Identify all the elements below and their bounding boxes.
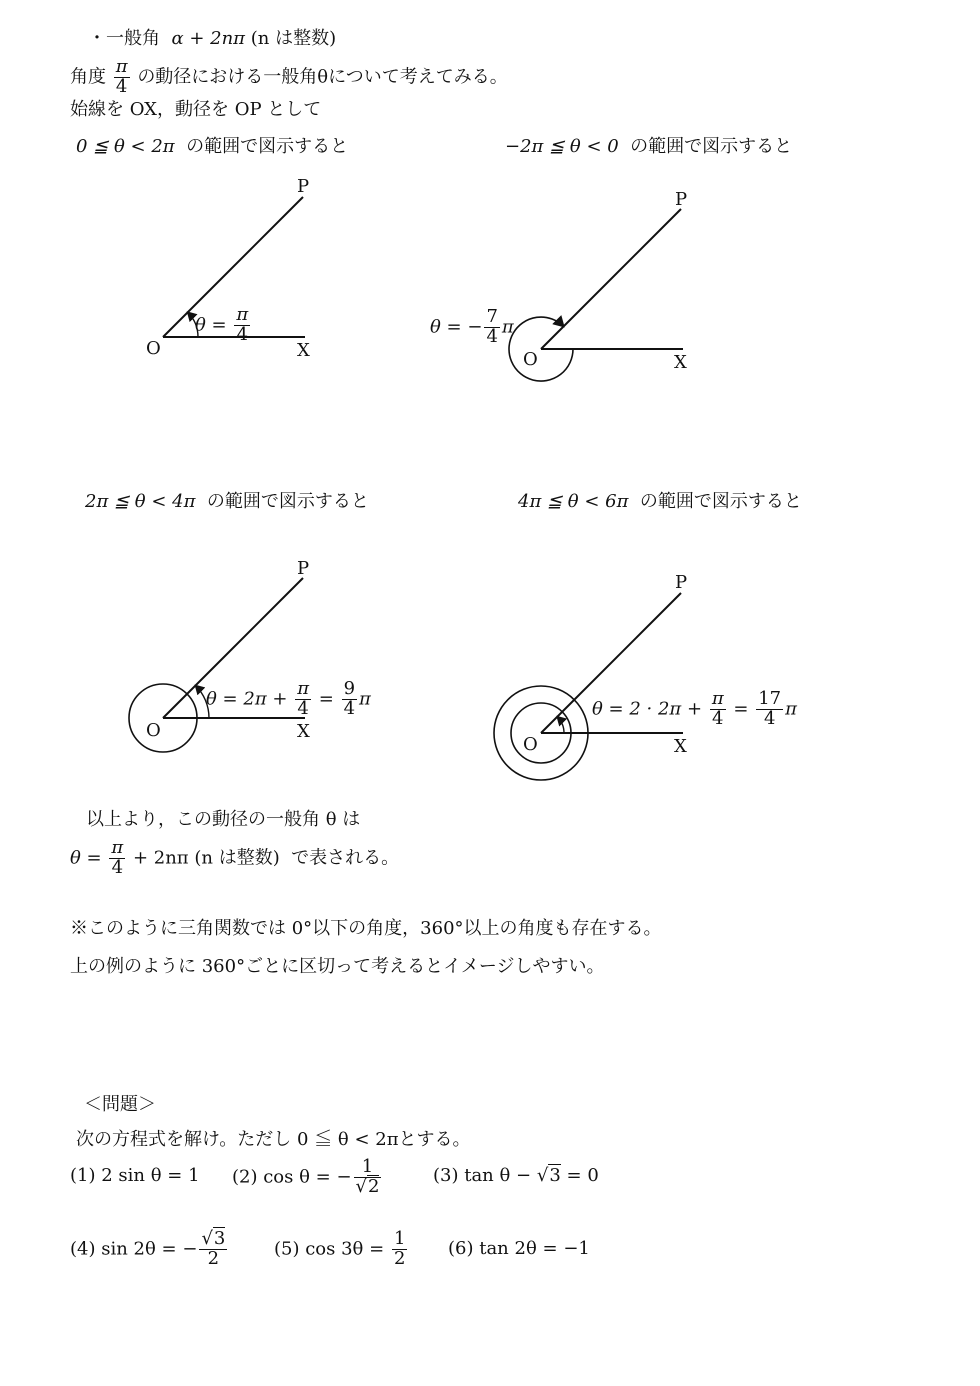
label-p: P <box>297 558 310 579</box>
figure4-diagram <box>494 572 687 780</box>
ray-op <box>541 209 681 349</box>
heading-formula: α + 2nπ <box>171 28 246 49</box>
label-o: O <box>523 349 538 370</box>
label-p: P <box>297 176 310 197</box>
figure2-diagram <box>509 189 687 381</box>
label-o: O <box>523 734 538 755</box>
intro-line1-pre: 角度 <box>70 66 106 88</box>
figure2-heading: −2π ≦ θ < 0 の範囲で図示すると <box>505 136 793 157</box>
figure1-angle-label: θ = $\frac{\pi}{4}$ <box>195 304 249 345</box>
figure3-heading: 2π ≦ θ < 4π の範囲で図示すると <box>85 491 369 512</box>
heading-label: ・一般角 <box>88 28 160 49</box>
figure3-diagram <box>129 558 310 752</box>
problem-3: (3) tan θ − √3 = 0 <box>433 1165 599 1186</box>
conclusion-line1: 以上より，この動径の一般角 θ は <box>86 809 361 830</box>
problem-4: (4) sin 2θ = − $\frac{√3}{2}$ <box>70 1228 226 1269</box>
problems-instruction: 次の方程式を解け。ただし 0 ≦ θ < 2πとする。 <box>76 1129 471 1150</box>
intro-fraction: $\frac{\pi}{4}$ <box>115 56 128 97</box>
label-x: X <box>297 721 310 742</box>
label-x: X <box>297 340 310 361</box>
intro-line2: 始線を OX，動径を OP として <box>70 99 322 120</box>
problem-5: (5) cos 3θ = $\frac{1}{2}$ <box>274 1228 406 1269</box>
note-line1: ※このように三角関数では 0°以下の角度，360°以上の角度も存在する。 <box>70 918 662 939</box>
heading-note: (n は整数) <box>250 28 337 49</box>
problem-1: (1) 2 sin θ = 1 <box>70 1165 200 1186</box>
angle-arc <box>557 717 564 733</box>
label-x: X <box>674 736 687 757</box>
figure1-heading: 0 ≦ θ < 2π の範囲で図示すると <box>76 136 349 157</box>
label-x: X <box>674 352 687 373</box>
figure3-angle-label: θ = 2π + $\frac{\pi}{4}$ = $\frac{9}{4}$ π <box>206 678 371 719</box>
figure4-angle-label: θ = 2 · 2π + $\frac{\pi}{4}$ = $\frac{17}{4}$ π <box>592 688 797 729</box>
intro-line1-post: の動径における一般角θについて考えてみる。 <box>137 66 508 88</box>
conclusion-formula: θ = $\frac{\pi}{4}$ + 2nπ (n は整数) で表される。 <box>70 837 400 878</box>
problem-2: (2) cos θ = − $\frac{1}{√2}$ <box>232 1156 380 1197</box>
label-o: O <box>146 338 161 359</box>
label-p: P <box>675 189 688 210</box>
problems-title: ＜問題＞ <box>84 1094 156 1115</box>
figure2-angle-label: θ = − $\frac{7}{4}$ π <box>430 306 514 347</box>
figure4-heading: 4π ≦ θ < 6π の範囲で図示すると <box>518 491 802 512</box>
label-p: P <box>675 572 688 593</box>
problem-6: (6) tan 2θ = −1 <box>448 1238 590 1259</box>
note-line2: 上の例のように 360°ごとに区切って考えるとイメージしやすい。 <box>70 956 605 977</box>
label-o: O <box>146 720 161 741</box>
